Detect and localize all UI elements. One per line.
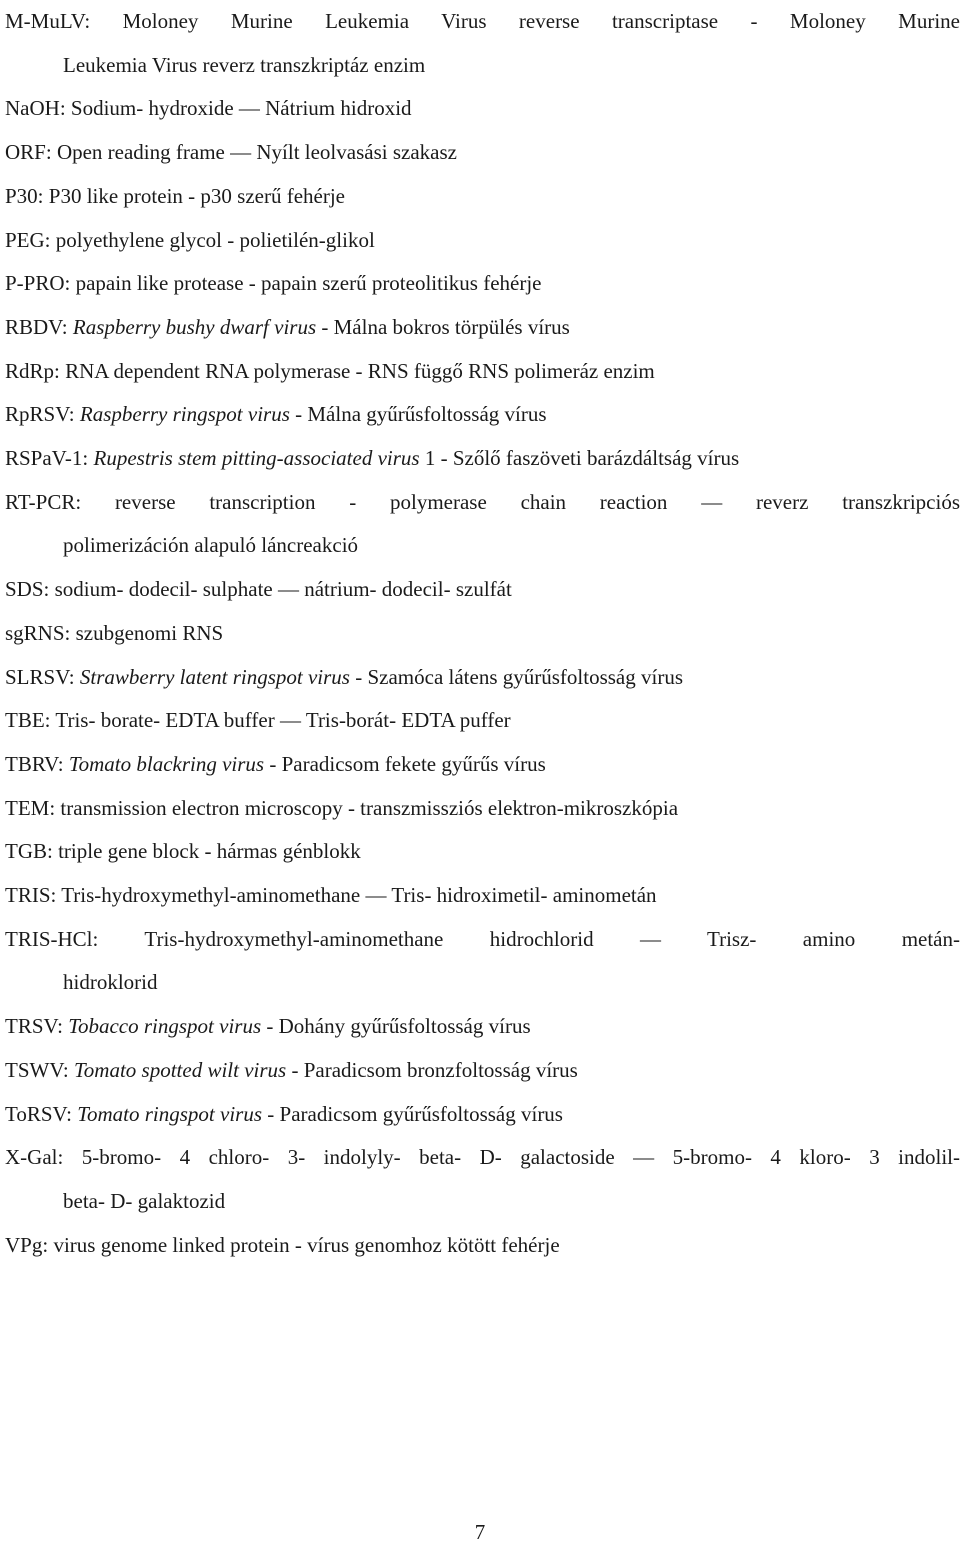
abbreviation-list [5,0,960,1267]
definition-text: P30 like protein - p30 szerű fehérje [43,183,346,208]
abbreviation-entry [5,830,960,874]
abbreviation-entry [5,0,960,87]
abbreviation-term: TGB: [5,839,53,864]
abbreviation-entry [5,874,960,918]
definition-translation: - Málna gyűrűsfoltosság vírus [289,402,547,427]
definition-translation: - Paradicsom bronzfoltosság vírus [286,1057,578,1082]
abbreviation-entry [5,656,960,700]
page-number: 7 [474,1520,486,1544]
abbreviation-term: TRIS: [5,883,57,908]
definition-text: polyethylene glycol - polietilén-glikol [50,227,375,252]
abbreviation-term: NaOH: [5,96,66,121]
entry-first-line [5,87,960,131]
entry-first-line [5,918,960,962]
definition-text: szubgenomi RNS [70,620,224,645]
abbreviation-entry [5,437,960,481]
abbreviation-entry [5,1005,960,1049]
definition-text: 5-bromo- 4 chloro- 3- indolyly- beta- D- galactoside — 5-bromo- 4 kloro- 3 indolil- [63,1145,960,1170]
definition-translation: - Paradicsom fekete gyűrűs vírus [264,751,546,776]
abbreviation-entry [5,568,960,612]
abbreviation-term: RBDV: [5,314,68,339]
species-name: Rupestris stem pitting-associated virus [93,446,420,471]
abbreviation-entry [5,481,960,568]
definition-continuation: beta- D- galaktozid [63,1188,226,1213]
abbreviation-entry [5,1136,960,1223]
abbreviation-entry [5,612,960,656]
abbreviation-term: RT-PCR: [5,489,82,514]
entry-first-line [5,1224,960,1268]
definition-text: Tris- borate- EDTA buffer — Tris-borát- EDTA puffer [50,708,511,733]
entry-first-line [5,131,960,175]
definition-translation: - Málna bokros törpülés vírus [316,314,570,339]
definition-translation: - Paradicsom gyűrűsfoltosság vírus [262,1101,563,1126]
definition-translation: 1 - Szőlő faszöveti barázdáltság vírus [419,446,740,471]
definition-continuation: Leukemia Virus reverz transzkriptáz enzim [63,52,426,77]
species-name: Tomato spotted wilt virus [74,1057,287,1082]
definition-text: Sodium- hydroxide — Nátrium hidroxid [65,96,412,121]
entry-first-line [5,306,960,350]
entry-first-line [5,437,960,481]
entry-first-line [5,1093,960,1137]
species-name: Raspberry bushy dwarf virus [72,314,317,339]
abbreviation-term: X-Gal: [5,1145,64,1170]
abbreviation-entry [5,87,960,131]
species-name: Tobacco ringspot virus [68,1014,262,1039]
entry-first-line [5,612,960,656]
definition-text: papain like protease - papain szerű proteolitikus fehérje [70,271,542,296]
abbreviation-entry [5,393,960,437]
abbreviation-entry [5,1049,960,1093]
species-name: Tomato blackring virus [68,751,265,776]
entry-first-line [5,350,960,394]
abbreviation-term: P-PRO: [5,271,71,296]
entry-first-line [5,175,960,219]
abbreviation-entry [5,787,960,831]
definition-text: Tris-hydroxymethyl-aminomethane hidrochlorid — Trisz- amino metán- [98,926,960,951]
abbreviation-term: M-MuLV: [5,9,91,33]
entry-first-line [5,787,960,831]
entry-first-line [5,1005,960,1049]
definition-text: reverse transcription - polymerase chain reaction — reverz transzkripciós [81,489,960,514]
abbreviation-entry [5,262,960,306]
abbreviation-term: TEM: [5,795,56,820]
definition-text: triple gene block - hármas génblokk [52,839,361,864]
entry-first-line [5,1049,960,1093]
definition-text: RNA dependent RNA polymerase - RNS függő RNS polimeráz enzim [59,358,655,383]
abbreviation-term: SDS: [5,577,50,602]
abbreviation-term: VPg: [5,1232,49,1257]
abbreviation-entry [5,1093,960,1137]
entry-first-line [5,1136,960,1180]
abbreviation-term: PEG: [5,227,51,252]
abbreviation-entry [5,743,960,787]
definition-translation: - Szamóca látens gyűrűsfoltosság vírus [349,664,684,689]
abbreviation-term: RdRp: [5,358,60,383]
entry-first-line [5,262,960,306]
entry-first-line [5,0,960,44]
abbreviation-term: TBE: [5,708,51,733]
abbreviation-entry [5,699,960,743]
abbreviation-term: RSPaV-1: [5,446,89,471]
abbreviation-entry [5,306,960,350]
abbreviation-term: ORF: [5,140,52,165]
abbreviation-entry [5,918,960,1005]
abbreviation-entry [5,131,960,175]
definition-text: Moloney Murine Leukemia Virus reverse transcriptase - Moloney Murine [90,9,960,33]
species-name: Raspberry ringspot virus [79,402,290,427]
abbreviation-term: TRSV: [5,1014,63,1039]
abbreviation-term: ToRSV: [5,1101,72,1126]
entry-first-line [5,743,960,787]
entry-first-line [5,568,960,612]
entry-first-line [5,481,960,525]
abbreviation-term: TRIS-HCl: [5,926,99,951]
abbreviation-term: P30: [5,183,44,208]
definition-translation: - Dohány gyűrűsfoltosság vírus [261,1014,531,1039]
entry-first-line [5,874,960,918]
definition-text: Open reading frame — Nyílt leolvasási szakasz [51,140,457,165]
definition-text: virus genome linked protein - vírus genomhoz kötött fehérje [48,1232,560,1257]
entry-first-line [5,219,960,263]
species-name: Strawberry latent ringspot virus [79,664,350,689]
entry-first-line [5,393,960,437]
abbreviation-term: sgRNS: [5,620,71,645]
abbreviation-term: SLRSV: [5,664,75,689]
entry-first-line [5,656,960,700]
entry-first-line [5,699,960,743]
abbreviation-entry [5,1224,960,1268]
species-name: Tomato ringspot virus [77,1101,263,1126]
definition-continuation: polimerizáción alapuló láncreakció [63,533,359,558]
definition-continuation: hidroklorid [63,970,158,995]
abbreviation-term: TBRV: [5,751,64,776]
definition-text: sodium- dodecil- sulphate — nátrium- dodecil- szulfát [49,577,512,602]
abbreviation-entry [5,350,960,394]
abbreviation-term: RpRSV: [5,402,75,427]
abbreviation-term: TSWV: [5,1057,69,1082]
abbreviation-entry [5,175,960,219]
abbreviation-entry [5,219,960,263]
definition-text: Tris-hydroxymethyl-aminomethane — Tris- hidroximetil- aminometán [56,883,657,908]
entry-first-line [5,830,960,874]
definition-text: transmission electron microscopy - transzmissziós elektron-mikroszkópia [55,795,679,820]
